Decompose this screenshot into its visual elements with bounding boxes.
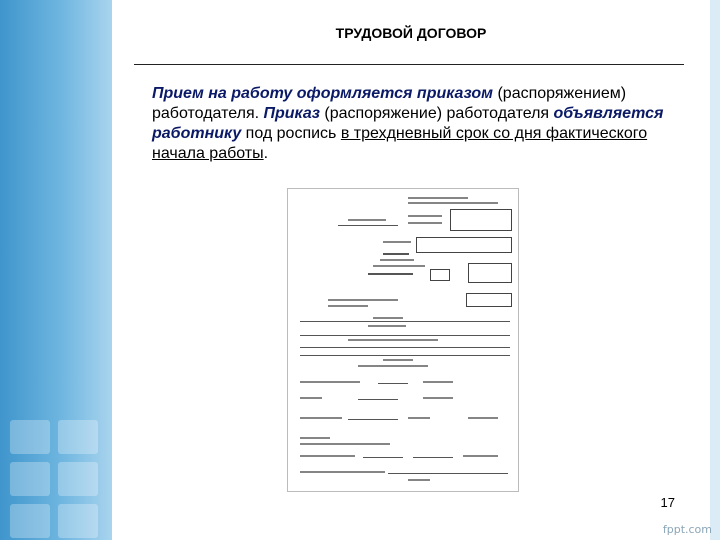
title-divider (134, 64, 684, 65)
decorative-square (58, 420, 98, 454)
paragraph-emphasis: объявляется работнику (152, 105, 664, 142)
watermark: fppt.com (662, 523, 712, 536)
slide-paragraph (152, 84, 682, 164)
paragraph-emphasis: Приказ (263, 105, 320, 122)
decorative-square (10, 462, 50, 496)
paragraph-text: (распоряжение) работодателя (319, 105, 554, 122)
decorative-square (10, 420, 50, 454)
decorative-square (58, 462, 98, 496)
page-number: 17 (660, 495, 675, 510)
slide-title: ТРУДОВОЙ ДОГОВОР (335, 25, 487, 41)
slide (112, 0, 710, 540)
paragraph-text: . (263, 145, 269, 162)
order-form-image (287, 188, 519, 492)
paragraph-text: (распоряжением) работодателя. (152, 85, 627, 122)
paragraph-underlined: в трехдневный срок со дня фактического начала работы (152, 125, 648, 162)
paragraph-emphasis: Прием на работу оформляется приказом (152, 85, 494, 102)
paragraph-text: под роспись (241, 125, 341, 142)
decorative-background-band (0, 0, 112, 540)
decorative-square (58, 504, 98, 538)
decorative-square (10, 504, 50, 538)
